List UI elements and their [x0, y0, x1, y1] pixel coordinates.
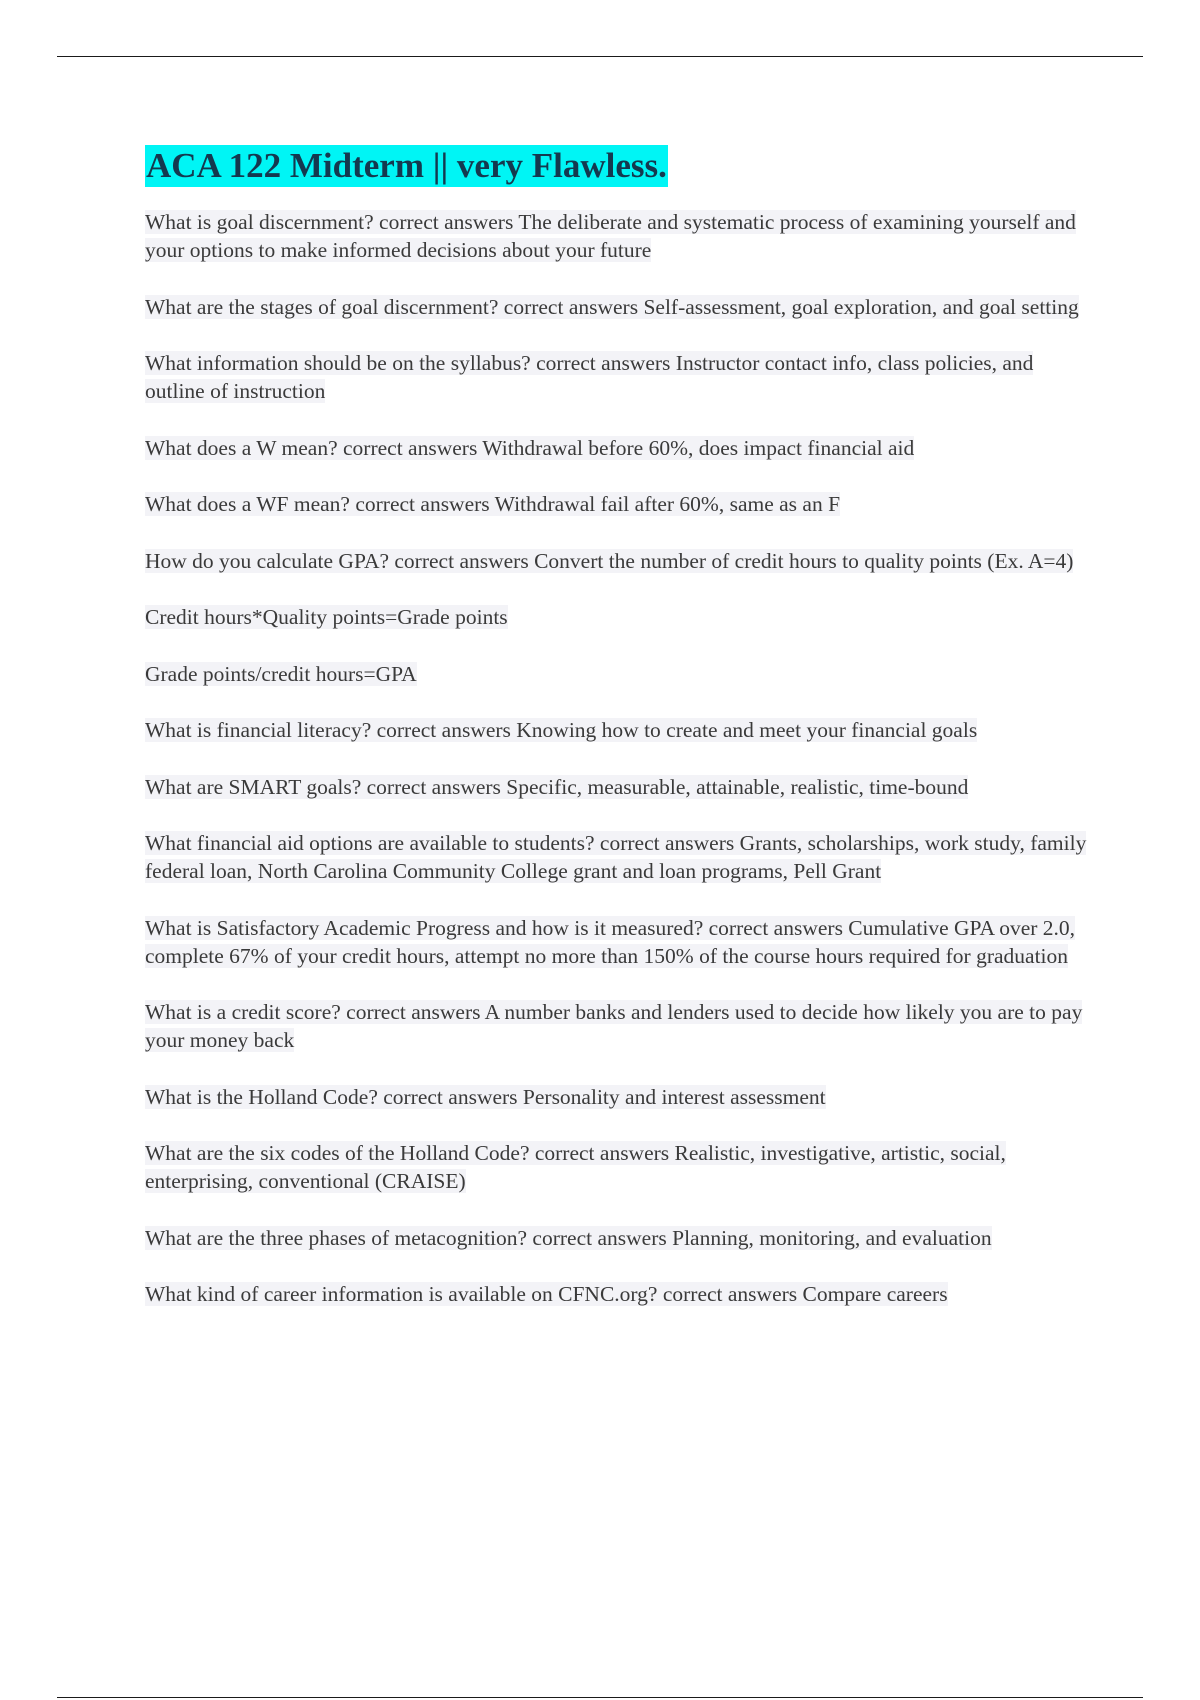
- qa-item: [145, 603, 1090, 631]
- qa-text: What financial aid options are available to students? correct answers Grants, scholarships, work study, family federal loan, North Carolina Community College grant and loan programs, Pell Grant: [145, 831, 1087, 883]
- qa-item: [145, 1139, 1090, 1195]
- qa-text: What kind of career information is available on CFNC.org? correct answers Compare careers: [145, 1282, 948, 1306]
- qa-text: What are the six codes of the Holland Code? correct answers Realistic, investigative, artistic, social, enterprising, conventional (CRAISE): [145, 1141, 1006, 1193]
- qa-item: [145, 716, 1090, 744]
- footer-rule: [57, 1697, 1143, 1698]
- qa-text: How do you calculate GPA? correct answers Convert the number of credit hours to quality points (Ex. A=4): [145, 548, 1074, 573]
- qa-text: What are the three phases of metacognition? correct answers Planning, monitoring, and evaluation: [145, 1225, 992, 1250]
- qa-text: What does a WF mean? correct answers Withdrawal fail after 60%, same as an F: [145, 492, 841, 516]
- qa-text: What is goal discernment? correct answers The deliberate and systematic process of examining yourself and your options to make informed decisions about your future: [145, 210, 1076, 262]
- qa-item: [145, 490, 1090, 518]
- qa-item: [145, 660, 1090, 688]
- qa-text: Credit hours*Quality points=Grade points: [145, 605, 508, 629]
- document-title: ACA 122 Midterm || very Flawless.: [146, 146, 667, 185]
- qa-list: [145, 208, 1090, 1308]
- qa-item: [145, 1280, 1090, 1308]
- qa-item: [145, 914, 1090, 970]
- qa-item: [145, 998, 1090, 1054]
- qa-text: What are SMART goals? correct answers Specific, measurable, attainable, realistic, time-bound: [145, 774, 969, 799]
- qa-item: [145, 547, 1090, 575]
- qa-item: [145, 829, 1090, 885]
- qa-text: Grade points/credit hours=GPA: [145, 661, 417, 686]
- qa-text: What are the stages of goal discernment? correct answers Self-assessment, goal exploration, and goal setting: [145, 294, 1079, 319]
- qa-text: What is the Holland Code? correct answers Personality and interest assessment: [145, 1084, 826, 1109]
- qa-item: [145, 1224, 1090, 1252]
- qa-item: [145, 293, 1090, 321]
- document-body: [145, 145, 1090, 1337]
- qa-text: What is financial literacy? correct answers Knowing how to create and meet your financial goals: [145, 718, 978, 742]
- qa-item: [145, 773, 1090, 801]
- qa-text: What is Satisfactory Academic Progress and how is it measured? correct answers Cumulative GPA over 2.0, complete 67% of your credit hours, attempt no more than 150% of the course hours required for graduation: [145, 915, 1076, 968]
- qa-item: [145, 434, 1090, 462]
- qa-text: What information should be on the syllabus? correct answers Instructor contact info, class policies, and outline of instruction: [145, 351, 1034, 403]
- qa-item: [145, 1083, 1090, 1111]
- qa-item: [145, 208, 1090, 264]
- qa-text: What does a W mean? correct answers Withdrawal before 60%, does impact financial aid: [145, 435, 915, 460]
- qa-item: [145, 349, 1090, 405]
- qa-text: What is a credit score? correct answers A number banks and lenders used to decide how likely you are to pay your money back: [145, 1000, 1083, 1052]
- header-rule: [57, 56, 1143, 57]
